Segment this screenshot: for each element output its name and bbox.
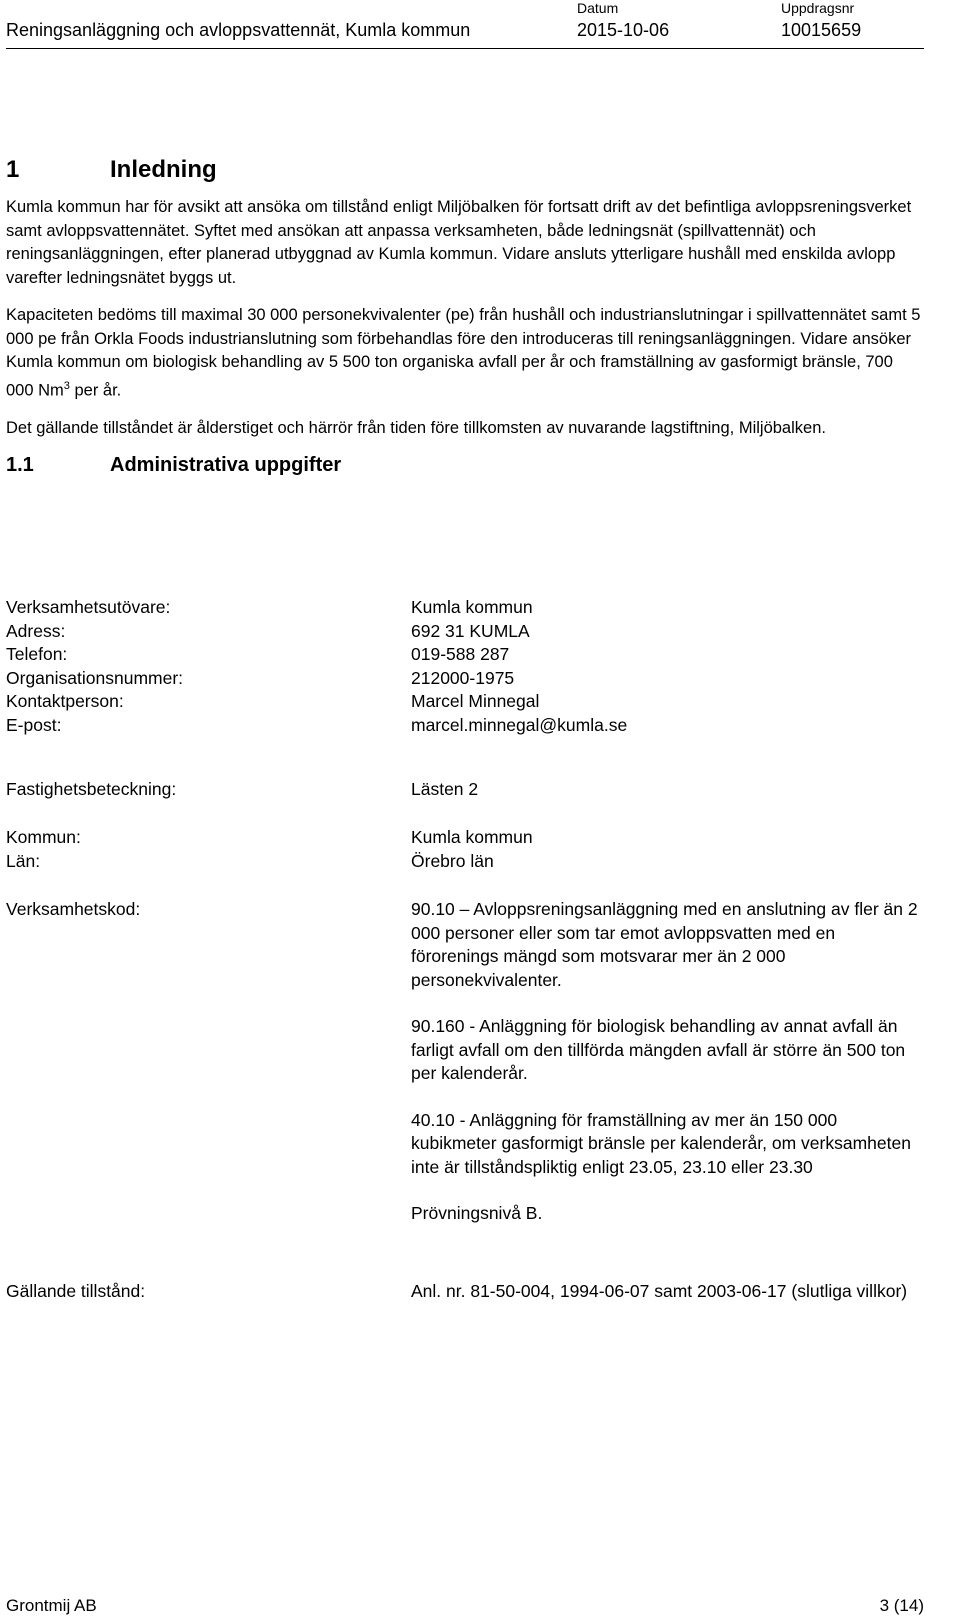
orgnr-value: 212000-1975	[411, 667, 515, 688]
address-value: 692 31 KUMLA	[411, 620, 530, 641]
footer-page-number: 3 (14)	[879, 1596, 924, 1615]
county-label: Län:	[6, 850, 41, 871]
permit-value: Anl. nr. 81-50-004, 1994-06-07 samt 2003-06-17 (slutliga villkor)	[411, 1281, 908, 1301]
orgnr-label: Organisationsnummer:	[6, 667, 184, 688]
admin-block-location	[6, 826, 921, 873]
admin-row-activity	[6, 898, 921, 1226]
admin-row-operator	[6, 596, 921, 620]
operator-value: Kumla kommun	[411, 597, 533, 617]
activity-label: Verksamhetskod:	[6, 899, 141, 919]
activity-codes	[411, 898, 921, 1226]
admin-block-property	[6, 778, 921, 802]
section-title: Inledning	[110, 156, 217, 183]
assignment-label: Uppdragsnr	[781, 0, 855, 16]
section-heading-1-1	[6, 454, 921, 477]
admin-block-operator	[6, 596, 921, 737]
municipality-label: Kommun:	[6, 827, 81, 847]
permit-label: Gällande tillstånd:	[6, 1281, 146, 1301]
admin-row-property	[6, 778, 921, 802]
page-header	[0, 0, 960, 48]
paragraph-intro: Kumla kommun har för avsikt att ansöka om tillstånd enligt Miljöbalken för fortsatt drift av det befintliga avloppsreningsverket samt avloppsvattennätet. Syftet med ansökan att anpassa verksamheten, både ledningsnät (spillvattennät) och reningsanläggningen, efter planerad utbyggnad av Kumla kommun. Vidare ansluts ytterligare hushåll med enskilda avlopp varefter ledningsnätet byggs ut.	[6, 198, 912, 287]
admin-row-municipality	[6, 826, 921, 850]
subsection-number: 1.1	[6, 454, 34, 476]
paragraph-current-permit: Det gällande tillståndet är ålderstiget och härrör från tiden före tillkomsten av nuvarande lagstiftning, Miljöbalken.	[6, 418, 826, 437]
review-level: Prövningsnivå B.	[411, 1203, 543, 1223]
admin-row-address	[6, 620, 921, 644]
section-number: 1	[6, 156, 20, 183]
paragraph-capacity	[6, 304, 921, 403]
activity-code-40-10: 40.10 - Anläggning för framställning av mer än 150 000 kubikmeter gasformigt bränsle per kalenderår, om verksamheten inte är tillståndspliktig enligt 23.05, 23.10 eller 23.30	[411, 1109, 911, 1177]
property-value: Lästen 2	[411, 779, 479, 799]
admin-block-activity	[6, 898, 921, 1226]
address-label: Adress:	[6, 620, 66, 641]
contact-value: Marcel Minnegal	[411, 691, 540, 711]
document-body	[6, 156, 921, 477]
date-label: Datum	[577, 0, 619, 16]
header-divider	[6, 48, 924, 49]
county-value: Örebro län	[411, 850, 494, 871]
email-value[interactable]: marcel.minnegal@kumla.se	[411, 714, 628, 735]
email-label: E-post:	[6, 714, 62, 735]
operator-label: Verksamhetsutövare:	[6, 597, 171, 617]
admin-row-county	[6, 850, 921, 874]
admin-row-email	[6, 714, 921, 738]
document-title: Reningsanläggning och avloppsvattennät, Kumla kommun	[6, 20, 471, 40]
paragraph-capacity-text: Kapaciteten bedöms till maximal 30 000 personekvivalenter (pe) från hushåll och industrianslutningar i spillvattennätet samt 5 000 pe från Orkla Foods industrianslutning som förbehandlas före den introduceras till reningsanläggningen. Vidare ansöker Kumla kommun om biologisk behandling av 5 500 ton organiska avfall per år och framställning av gasformigt bränsle, 700 000 Nm	[6, 306, 921, 399]
municipality-value: Kumla kommun	[411, 827, 533, 847]
subsection-title: Administrativa uppgifter	[110, 454, 342, 476]
date-value: 2015-10-06	[577, 20, 670, 40]
admin-row-contact	[6, 690, 921, 714]
phone-label: Telefon:	[6, 644, 68, 664]
section-heading-1	[6, 156, 921, 184]
property-label: Fastighetsbeteckning:	[6, 779, 177, 799]
admin-row-phone	[6, 643, 921, 667]
activity-code-90-10: 90.10 – Avloppsreningsanläggning med en anslutning av fler än 2 000 personer eller som tar emot avloppsvatten med en förorenings mängd som motsvarar mer än 2 000 personekvivalenter.	[411, 899, 918, 990]
phone-value: 019-588 287	[411, 644, 510, 664]
footer-company: Grontmij AB	[6, 1596, 97, 1615]
paragraph-capacity-tail: per år.	[69, 381, 122, 399]
assignment-value: 10015659	[781, 20, 862, 40]
superscript-3: 3	[63, 379, 70, 392]
admin-row-permit	[6, 1280, 921, 1304]
admin-block-permit	[6, 1280, 921, 1304]
admin-row-orgnr	[6, 667, 921, 691]
activity-code-90-160: 90.160 - Anläggning för biologisk behandling av annat avfall än farligt avfall om den tillförda mängden avfall är större än 500 ton per kalenderår.	[411, 1016, 906, 1083]
contact-label: Kontaktperson:	[6, 691, 124, 711]
